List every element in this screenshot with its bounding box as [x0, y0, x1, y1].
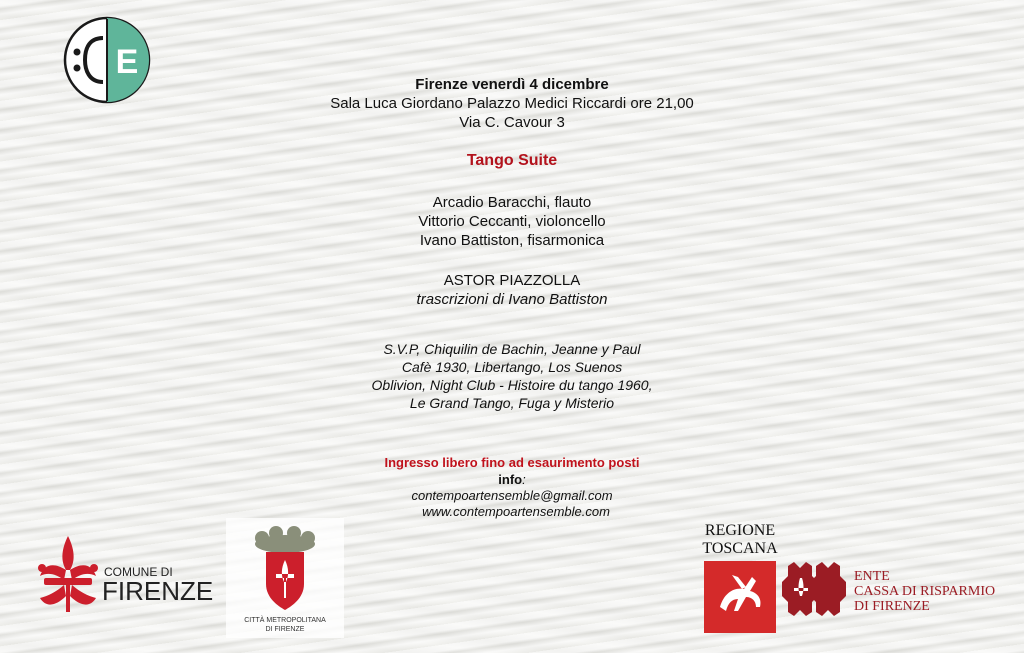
contact-info — [0, 472, 1024, 520]
ente-line1: ENTE — [854, 569, 890, 584]
regione-line1: REGIONE — [704, 522, 776, 539]
comune-line2: FIRENZE — [102, 576, 214, 606]
ente-line3: DI FIRENZE — [854, 599, 930, 614]
comune-firenze-logo — [22, 526, 214, 626]
event-date: Firenze venerdì 4 dicembre — [415, 76, 609, 93]
regione-toscana-logo — [698, 515, 782, 639]
admission-notice: Ingresso libero fino ad esaurimento posti — [384, 455, 640, 470]
program-line-4: Le Grand Tango, Fuga y Misterio — [409, 395, 615, 411]
program-list — [0, 340, 1024, 412]
comune-line1: COMUNE DI — [104, 565, 173, 579]
performers-list — [0, 193, 1024, 250]
event-title: Tango Suite — [466, 152, 558, 169]
regione-line2: TOSCANA — [702, 540, 778, 557]
ente-line2: CASSA DI RISPARMIO — [854, 584, 996, 599]
composer-block — [0, 271, 1024, 309]
performer-2: Vittorio Ceccanti, violoncello — [418, 213, 606, 230]
logo-letter: E — [115, 43, 139, 81]
info-suffix: : — [522, 472, 526, 487]
metro-line1: CITTÀ METROPOLITANA — [244, 617, 326, 624]
metro-line2: DI FIRENZE — [265, 626, 305, 633]
performer-1: Arcadio Baracchi, flauto — [432, 194, 592, 211]
info-label: info — [498, 472, 523, 487]
contact-email-link[interactable]: contempoartensemble@gmail.com — [411, 488, 613, 503]
citta-metropolitana-logo — [226, 518, 344, 638]
ente-cassa-risparmio-logo — [778, 556, 1010, 620]
event-venue: Sala Luca Giordano Palazzo Medici Riccardi ore 21,00 — [330, 95, 694, 112]
performer-3: Ivano Battiston, fisarmonica — [419, 232, 605, 249]
program-line-3: Oblivion, Night Club - Histoire du tango 1960, — [371, 377, 653, 393]
composer-name: ASTOR PIAZZOLLA — [443, 272, 581, 289]
event-header — [0, 75, 1024, 132]
program-line-1: S.V.P, Chiquilin de Bachin, Jeanne y Paul — [383, 341, 641, 357]
composer-note: trascrizioni di Ivano Battiston — [416, 291, 608, 308]
event-address: Via C. Cavour 3 — [459, 114, 565, 131]
contact-website-link[interactable]: www.contempoartensemble.com — [422, 504, 610, 519]
program-line-2: Cafè 1930, Libertango, Los Suenos — [401, 359, 623, 375]
